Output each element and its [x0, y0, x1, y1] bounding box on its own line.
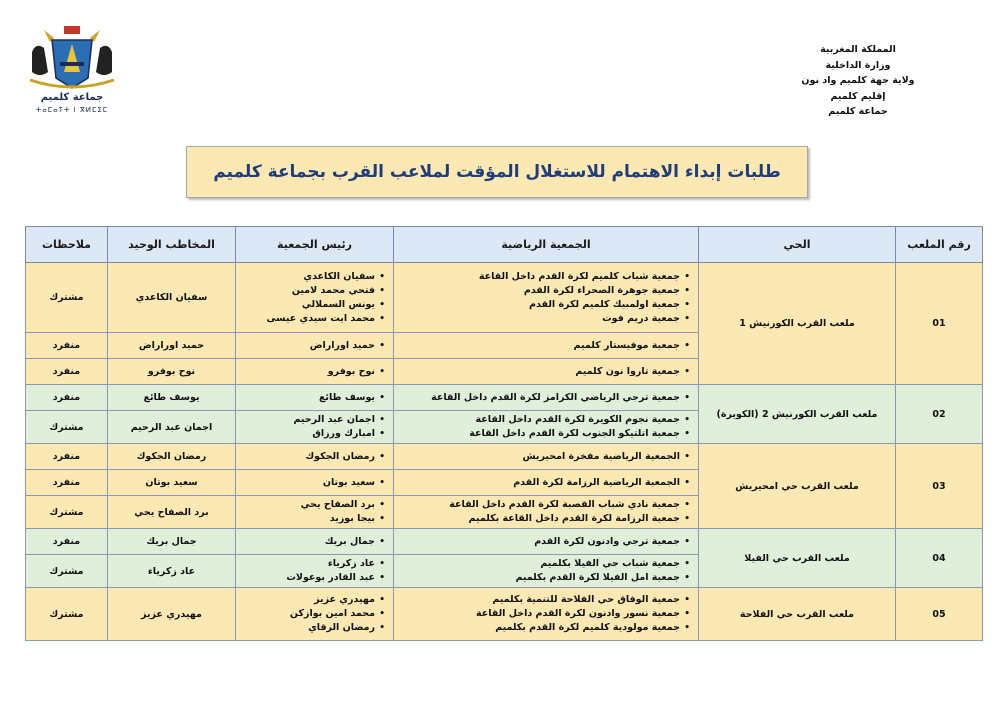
neighborhood-cell: ملعب القرب الكورنيش 2 (الكويرة): [699, 385, 896, 444]
association-item: • جمعية شباب كلميم لكرة القدم داخل القاعة: [400, 270, 680, 284]
association-item: • جمعية امل الفيلا لكرة القدم بكلميم: [400, 571, 680, 585]
contact-cell: نوح بوفرو: [108, 359, 236, 385]
president-item: • عاد زكرياء: [242, 557, 375, 571]
header-line-commune: جماعة كلميم: [828, 106, 888, 117]
column-header: ملاحظات: [26, 227, 108, 263]
presidents-cell: [236, 411, 394, 444]
table-row: [26, 263, 983, 333]
field-number-cell: 05: [896, 588, 983, 641]
president-item: • محمد امين بوازكن: [242, 607, 375, 621]
association-item: • جمعية نجوم الكويرة لكرة القدم داخل القاعة: [400, 413, 680, 427]
association-item: • جمعية نسور وادنون لكرة القدم داخل القاعة: [400, 607, 680, 621]
presidents-list: [242, 535, 387, 549]
associations-cell: [394, 263, 699, 333]
president-item: • محمد ايت سيدي عيسى: [242, 312, 375, 326]
column-header: الجمعية الرياضية: [394, 227, 699, 263]
president-item: • نوح بوفرو: [242, 365, 375, 379]
column-header: رئيس الجمعية: [236, 227, 394, 263]
presidents-list: [242, 476, 387, 490]
note-cell: منفرد: [26, 470, 108, 496]
associations-list: [400, 450, 692, 464]
presidents-list: [242, 270, 387, 326]
presidents-cell: [236, 333, 394, 359]
contact-cell: مهيدري عزيز: [108, 588, 236, 641]
municipality-logo: [22, 22, 122, 132]
president-item: • فتحي محمد لامين: [242, 284, 375, 298]
associations-cell: [394, 385, 699, 411]
presidents-list: [242, 413, 387, 441]
president-item: • يوسف طائع: [242, 391, 375, 405]
association-item: • جمعية الرزامة لكرة القدم داخل القاعة بكلميم: [400, 512, 680, 526]
header-line-province: إقليم كلميم: [830, 90, 886, 102]
association-item: • الجمعية الرياضية مفخرة امحيريش: [400, 450, 680, 464]
president-item: • سعيد بوتان: [242, 476, 375, 490]
associations-list: [400, 365, 692, 379]
presidents-list: [242, 365, 387, 379]
field-number-cell: 03: [896, 444, 983, 529]
title-banner: [186, 146, 808, 198]
associations-list: [400, 535, 692, 549]
associations-list: [400, 270, 692, 326]
table-header-row: [26, 227, 983, 263]
president-item: • مهيدري عزيز: [242, 593, 375, 607]
association-item: • جمعية اتلتيكو الجنوب لكرة القدم داخل القاعة: [400, 427, 680, 441]
table-row: [26, 385, 983, 411]
note-cell: منفرد: [26, 529, 108, 555]
note-cell: مشترك: [26, 555, 108, 588]
president-item: • برد الصفاح يحي: [242, 498, 375, 512]
associations-cell: [394, 470, 699, 496]
column-header: المخاطب الوحيد: [108, 227, 236, 263]
note-cell: منفرد: [26, 444, 108, 470]
note-cell: مشترك: [26, 496, 108, 529]
neighborhood-cell: ملعب القرب حي الفيلا: [699, 529, 896, 588]
association-item: • جمعية ترجي وادنون لكرة القدم: [400, 535, 680, 549]
president-item: • سفيان الكاعدي: [242, 270, 375, 284]
neighborhood-cell: ملعب القرب حي امحيريش: [699, 444, 896, 529]
association-item: • جمعية موفيستار كلميم: [400, 339, 680, 353]
presidents-cell: [236, 444, 394, 470]
neighborhood-cell: ملعب القرب حي الفلاحة: [699, 588, 896, 641]
neighborhood-cell: ملعب القرب الكورنيش 1: [699, 263, 896, 385]
association-item: • جمعية جوهرة الصحراء لكرة القدم: [400, 284, 680, 298]
presidents-list: [242, 557, 387, 585]
presidents-cell: [236, 263, 394, 333]
column-header: رقم الملعب: [896, 227, 983, 263]
presidents-cell: [236, 555, 394, 588]
official-header: [778, 42, 938, 120]
contact-cell: حميد اوراراض: [108, 333, 236, 359]
presidents-cell: [236, 588, 394, 641]
presidents-list: [242, 498, 387, 526]
association-item: • الجمعية الرياضية الرزامة لكرة القدم: [400, 476, 680, 490]
contact-cell: اجمان عبد الرحيم: [108, 411, 236, 444]
note-cell: منفرد: [26, 333, 108, 359]
association-item: • جمعية نادي شباب القصبة لكرة القدم داخل القاعة: [400, 498, 680, 512]
associations-cell: [394, 555, 699, 588]
associations-list: [400, 413, 692, 441]
table-row: [26, 529, 983, 555]
contact-cell: جمال بريك: [108, 529, 236, 555]
presidents-cell: [236, 529, 394, 555]
presidents-cell: [236, 359, 394, 385]
field-number-cell: 01: [896, 263, 983, 385]
note-cell: مشترك: [26, 263, 108, 333]
associations-list: [400, 339, 692, 353]
association-item: • جمعية تاروا نون كلميم: [400, 365, 680, 379]
president-item: • حميد اوراراض: [242, 339, 375, 353]
contact-cell: عاد زكرياء: [108, 555, 236, 588]
contact-cell: سعيد بوتان: [108, 470, 236, 496]
associations-list: [400, 557, 692, 585]
association-item: • جمعية اولمبيك كلميم لكرة القدم: [400, 298, 680, 312]
president-item: • رمضان الرقاي: [242, 621, 375, 635]
associations-cell: [394, 444, 699, 470]
contact-cell: سفيان الكاعدي: [108, 263, 236, 333]
associations-cell: [394, 529, 699, 555]
presidents-list: [242, 339, 387, 353]
association-item: • جمعية مولودية كلميم لكرة القدم بكلميم: [400, 621, 680, 635]
associations-list: [400, 498, 692, 526]
column-header: الحي: [699, 227, 896, 263]
presidents-list: [242, 391, 387, 405]
associations-list: [400, 391, 692, 405]
field-number-cell: 02: [896, 385, 983, 444]
note-cell: مشترك: [26, 411, 108, 444]
presidents-cell: [236, 496, 394, 529]
president-item: • اجمان عبد الرحيم: [242, 413, 375, 427]
associations-list: [400, 476, 692, 490]
table-row: [26, 588, 983, 641]
association-item: • جمعية ترجي الرياضي الكرامز لكرة القدم داخل القاعة: [400, 391, 680, 405]
president-item: • جمال بريك: [242, 535, 375, 549]
header-line-wilaya: ولاية جهة كلميم واد نون: [801, 75, 915, 86]
presidents-list: [242, 450, 387, 464]
presidents-cell: [236, 385, 394, 411]
note-cell: منفرد: [26, 359, 108, 385]
associations-cell: [394, 588, 699, 641]
associations-list: [400, 593, 692, 635]
page-title: طلبات إبداء الاهتمام للاستغلال المؤقت لملاعب القرب بجماعة كلميم: [213, 162, 781, 182]
field-number-cell: 04: [896, 529, 983, 588]
note-cell: منفرد: [26, 385, 108, 411]
presidents-list: [242, 593, 387, 635]
associations-cell: [394, 411, 699, 444]
note-cell: مشترك: [26, 588, 108, 641]
association-item: • جمعية دريم فوت: [400, 312, 680, 326]
associations-cell: [394, 496, 699, 529]
table-row: [26, 444, 983, 470]
presidents-cell: [236, 470, 394, 496]
association-item: • جمعية شباب حي الفيلا بكلميم: [400, 557, 680, 571]
president-item: • رمضان الجكوك: [242, 450, 375, 464]
applications-table: [25, 226, 983, 641]
contact-cell: رمضان الجكوك: [108, 444, 236, 470]
president-item: • يونس السملالي: [242, 298, 375, 312]
logo-tifinagh-text: ⵜⴰⵎⴰⵢⵜ ⵏ ⴳⵍⵎⵉⵎ: [35, 106, 109, 114]
contact-cell: برد الصفاح يحي: [108, 496, 236, 529]
contact-cell: يوسف طائع: [108, 385, 236, 411]
president-item: • امبارك ورزاق: [242, 427, 375, 441]
associations-cell: [394, 359, 699, 385]
president-item: • عبد القادر بوعولات: [242, 571, 375, 585]
header-line-ministry: وزارة الداخلية: [825, 59, 891, 71]
associations-cell: [394, 333, 699, 359]
president-item: • بيجا بوزيد: [242, 512, 375, 526]
logo-text: جماعة كلميم: [40, 92, 104, 103]
header-line-kingdom: المملكة المغربية: [820, 44, 896, 55]
association-item: • جمعية الوفاق حي الفلاحة للتنمية بكلميم: [400, 593, 680, 607]
